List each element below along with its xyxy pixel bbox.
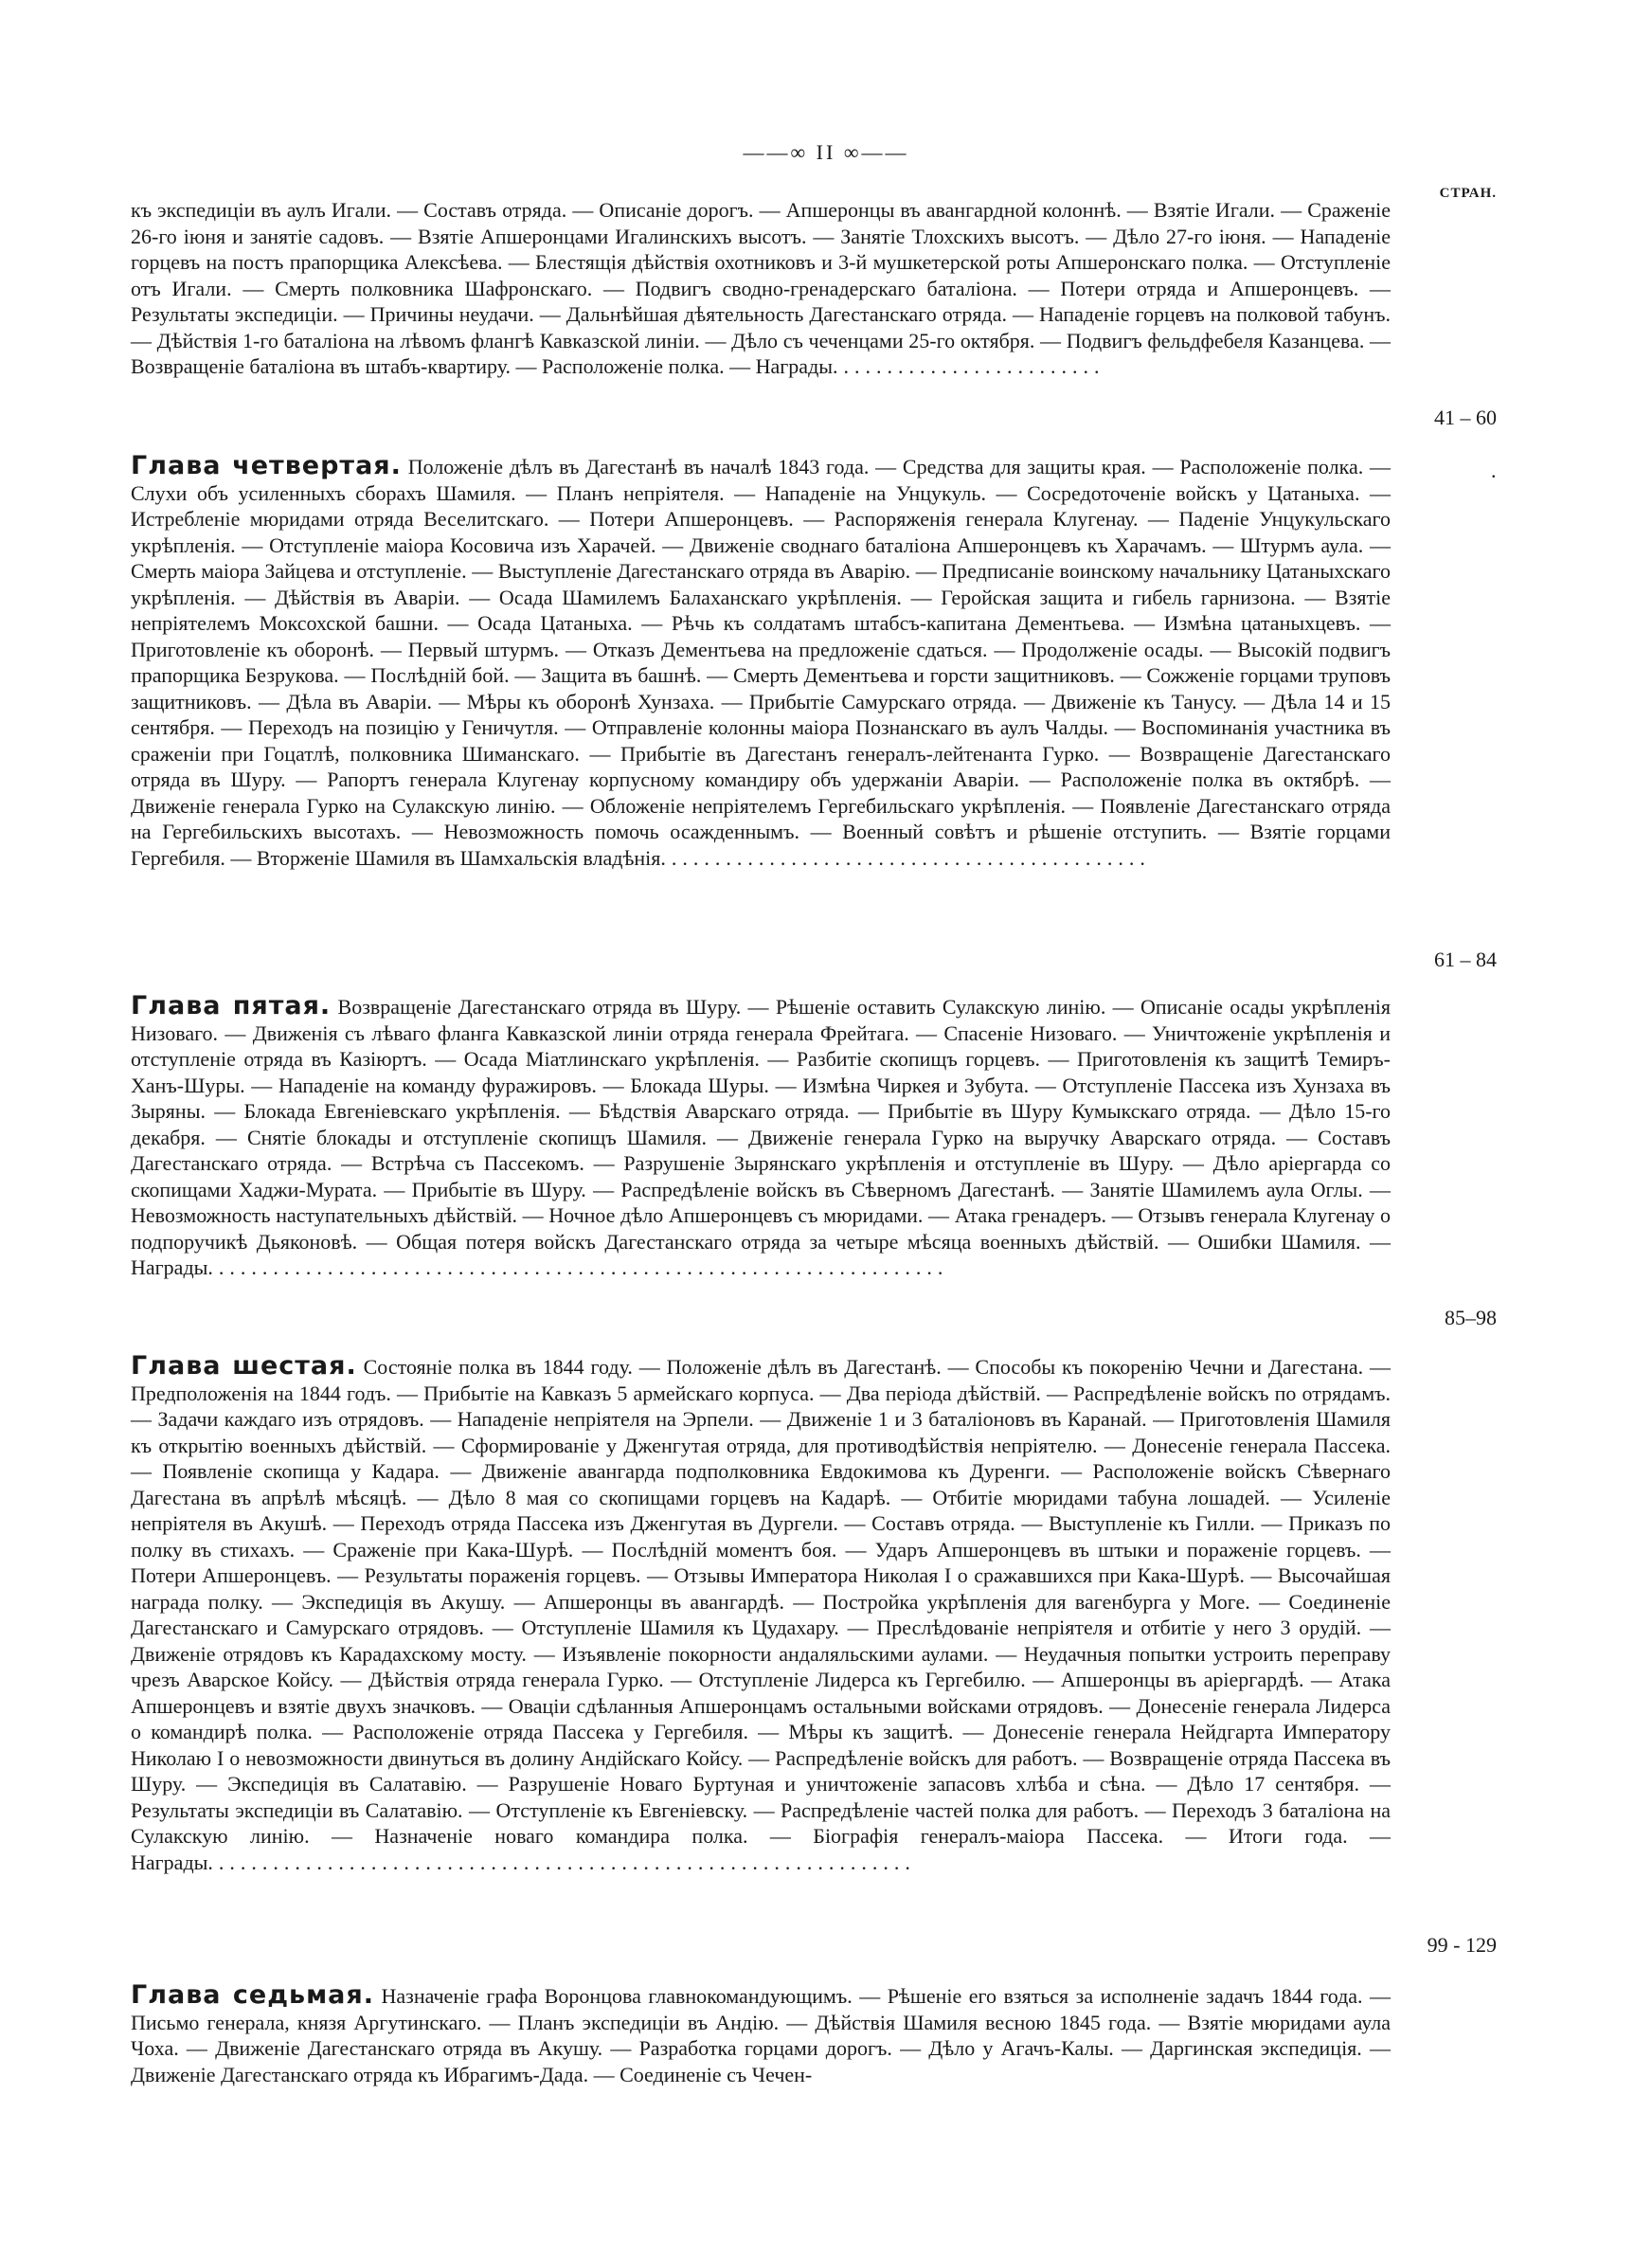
entry-pages: 85–98 bbox=[1445, 1306, 1497, 1329]
entry-text: Положеніе дѣлъ въ Дагестанѣ въ началѣ 1843 года. — Средства для защиты края. — Расположеніе полка. — Слухи объ усиленныхъ сборахъ Шамиля. — Планъ непріятеля. — Нападеніе на Унцукуль. — Сосредоточеніе войскъ у Цатаныха. — Истребленіе мюридами отряда Веселитскаго. — Потери Апшеронцевъ. — Распоряженія генерала Клугенау. — Паденіе Унцукульскаго укрѣпленія. — Отступленіе маіора Косовича изъ Харачей. — Движеніе своднаго баталіона Апшеронцевъ къ Харачамъ. — Штурмъ аула. — Смерть маіора Зайцева и отступленіе. — Выступленіе Дагестанскаго отряда въ Аварію. — Предписаніе воинскому начальнику Цатаныхскаго укрѣпленія. — Дѣйствія въ Аваріи. — Осада Шамилемъ Балаханскаго укрѣпленія. — Геройская защита и гибель гарнизона. — Взятіе непріятелемъ Моксохской башни. — Осада Цатаныха. — Рѣчь къ солдатамъ штабсъ-капитана Дементьева. — Измѣна цатаныхцевъ. — Приготовленіе къ оборонѣ. — Первый штурмъ. — Отказъ Дементьева на предложеніе сдаться. — Продолженіе осады. — Высокій подвигъ прапорщика Безрукова. — Послѣдній бой. — Защита въ башнѣ. — Смерть Дементьева и горсти защитниковъ. — Сожженіе горцами труповъ защитниковъ. — Дѣла въ Аваріи. — Мѣры къ оборонѣ Хунзаха. — Прибытіе Самурскаго отряда. — Движеніе къ Танусу. — Дѣла 14 и 15 сентября. — Переходъ на позицію у Геничутля. — Отправленіе колонны маіора Познанскаго въ аулъ Чалды. — Воспоминанія участника въ сраженіи при Гоцатлѣ, полковника Шиманскаго. — Прибытіе въ Дагестанъ генералъ-лейтенанта Гурко. — Возвращеніе Дагестанскаго отряда въ Шуру. — Рапортъ генерала Клугенау корпусному командиру объ удержаніи Аваріи. — Расположеніе полка въ октябрѣ. — Движеніе генерала Гурко на Сулакскую линію. — Обложеніе непріятелемъ Гергебильскаго укрѣпленія. — Появленіе Дагестанскаго отряда на Гергебильскихъ высотахъ. — Невозможность помочь осажденнымъ. — Военный совѣтъ и рѣшеніе отступить. — Взятіе горцами Гергебиля. — Вторженіе Шамиля въ Шамхальскія владѣнія bbox=[131, 455, 1392, 870]
entry-pages: 41 – 60 bbox=[1434, 406, 1497, 429]
leader-dots: ............................................. bbox=[660, 845, 1151, 870]
leader-dots: ................................................................. bbox=[207, 1850, 916, 1874]
chapter-heading: Глава четвертая. bbox=[131, 451, 402, 480]
leader-dots: .................................................................... bbox=[207, 1255, 949, 1279]
page-number: ——∞ II ∞—— bbox=[743, 140, 909, 164]
margin-mark: . bbox=[1491, 459, 1497, 482]
entry-text: къ экспедиціи въ аулъ Игали. — Составъ отряда. — Описаніе дорогъ. — Апшеронцы въ авангардной колоннѣ. — Взятіе Игали. — Сраженіе 26-го іюня и занятіе садовъ. — Взятіе Апшеронцами Игалинскихъ высотъ. — Занятіе Тлохскихъ высотъ. — Дѣло 27-го іюня. — Нападеніе горцевъ на постъ прапорщика Алексѣева. — Блестящія дѣйствія охотниковъ и 3-й мушкетерской роты Апшеронскаго полка. — Отступленіе отъ Игали. — Смерть полковника Шафронскаго. — Подвигъ сводно-гренадерскаго баталіона. — Потери отряда и Апшеронцевъ. — Результаты экспедиціи. — Причины неудачи. — Дальнѣйшая дѣятельность Дагестанскаго отряда. — Нападеніе горцевъ на полковой табунъ. — Дѣйствія 1-го баталіона на лѣвомъ флангѣ Кавказской линіи. — Дѣло съ чеченцами 25-го октября. — Подвигъ фельдфебеля Казанцева. — Возвращеніе баталіона въ штабъ-квартиру. — Расположеніе полка. — Награды bbox=[131, 198, 1391, 378]
page-column-label: СТРАН. bbox=[1439, 186, 1497, 201]
leader-dots: ......................... bbox=[833, 354, 1105, 378]
toc-entry-chapter-6 bbox=[131, 1353, 1391, 1875]
entry-text: Назначеніе графа Воронцова главнокомандующимъ. — Рѣшеніе его взяться за исполненіе задачъ 1844 года. — Письмо генерала, князя Аргутинскаго. — Планъ экспедиціи въ Андію. — Дѣйствія Шамиля весною 1845 года. — Взятіе мюридами аула Чоха. — Движеніе Дагестанскаго отряда въ Акушу. — Разработка горцами дорогъ. — Дѣло у Агачъ-Калы. — Даргинская экспедиція. — Движеніе Дагестанскаго отряда къ Ибрагимъ-Дада. — Соединеніе съ Чечен- bbox=[131, 1984, 1392, 2086]
toc-entry-chapter-5 bbox=[131, 993, 1391, 1281]
entry-text: Состояніе полка въ 1844 году. — Положеніе дѣлъ въ Дагестанѣ. — Способы къ покоренію Чечни и Дагестана. — Предположенія на 1844 годъ. — Прибытіе на Кавказъ 5 армейскаго корпуса. — Два періода дѣйствій. — Распредѣленіе войскъ по отрядамъ. — Задачи каждаго изъ отрядовъ. — Нападеніе непріятеля на Эрпели. — Движеніе 1 и 3 баталіоновъ въ Каранай. — Приготовленія Шамиля къ открытію военныхъ дѣйствій. — Сформированіе у Дженгутая отряда, для противодѣйствія непріятелю. — Донесеніе генерала Пассека. — Появленіе скопища у Кадара. — Движеніе авангарда подполковника Евдокимова къ Дуренги. — Расположеніе войскъ Сѣвернаго Дагестана въ апрѣлѣ мѣсяцѣ. — Дѣло 8 мая со скопищами горцевъ на Кадарѣ. — Отбитіе мюридами табуна лошадей. — Усиленіе непріятеля въ Акушѣ. — Переходъ отряда Пассека изъ Дженгутая въ Дургели. — Составъ отряда. — Выступленіе къ Гилли. — Приказъ по полку въ стихахъ. — Сраженіе при Кака-Шурѣ. — Послѣдній моментъ боя. — Ударъ Апшеронцевъ въ штыки и пораженіе горцевъ. — Потери Апшеронцевъ. — Результаты пораженія горцевъ. — Отзывы Императора Николая I о сражавшихся при Кака-Шурѣ. — Высочайшая награда полку. — Экспедиція въ Акушу. — Апшеронцы въ авангардѣ. — Постройка укрѣпленія для вагенбурга у Моге. — Соединеніе Дагестанскаго и Самурскаго отрядовъ. — Отступленіе Шамиля къ Цудахару. — Преслѣдованіе непріятеля и отбитіе у него 3 орудій. — Движеніе отрядовъ къ Карадахскому мосту. — Изъявленіе покорности андаляльскими аулами. — Неудачныя попытки устроить переправу чрезъ Аварское Койсу. — Дѣйствія отряда генерала Гурко. — Отступленіе Лидерса къ Гергебилю. — Апшеронцы въ аріергардѣ. — Атака Апшеронцевъ и взятіе двухъ значковъ. — Оваціи сдѣланныя Апшеронцамъ остальными войсками отрядовъ. — Донесеніе генерала Лидерса о командирѣ полка. — Расположеніе отряда Пассека у Гергебиля. — Мѣры къ защитѣ. — Донесеніе генерала Нейдгарта Императору Николаю I о невозможности двинуться въ долину Андійскаго Койсу. — Распредѣленіе войскъ для работъ. — Возвращеніе отряда Пассека въ Шуру. — Экспедиція въ Салатавію. — Разрушеніе Новаго Буртуная и уничтоженіе запасовъ хлѣба и сѣна. — Дѣло 17 сентября. — Результаты экспедиціи въ Салатавію. — Отступленіе къ Евгеніевску. — Распредѣленіе частей полка для работъ. — Переходъ 3 баталіона на Сулакскую линію. — Назначеніе новаго командира полка. — Біографія генералъ-маіора Пассека. — Итоги года. — Награды bbox=[131, 1355, 1392, 1874]
entry-pages: 99 - 129 bbox=[1427, 1933, 1497, 1957]
chapter-heading: Глава пятая. bbox=[131, 991, 332, 1020]
chapter-heading: Глава шестая. bbox=[131, 1351, 357, 1381]
toc-entry-chapter-4 bbox=[131, 453, 1391, 871]
toc-entry-continuation bbox=[131, 197, 1391, 380]
chapter-heading: Глава седьмая. bbox=[131, 1980, 374, 2010]
entry-pages: 61 – 84 bbox=[1434, 948, 1497, 971]
entry-text: Возвращеніе Дагестанскаго отряда въ Шуру. — Рѣшеніе оставить Сулакскую линію. — Описаніе осады укрѣпленія Низоваго. — Движенія съ лѣваго фланга Кавказской линіи отряда генерала Фрейтага. — Спасеніе Низоваго. — Уничтоженіе укрѣпленія и отступленіе отряда въ Казіюртъ. — Осада Міатлинскаго укрѣпленія. — Разбитіе скопищъ горцевъ. — Приготовленія къ защитѣ Темиръ-Ханъ-Шуры. — Нападеніе на команду фуражировъ. — Блокада Шуры. — Измѣна Чиркея и Зубута. — Отступленіе Пассека изъ Хунзаха въ Зыряны. — Блокада Евгеніевскаго укрѣпленія. — Бѣдствія Аварскаго отряда. — Прибытіе въ Шуру Кумыкскаго отряда. — Дѣло 15-го декабря. — Снятіе блокады и отступленіе скопищъ Шамиля. — Движеніе генерала Гурко на выручку Аварскаго отряда. — Составъ Дагестанскаго отряда. — Встрѣча съ Пассекомъ. — Разрушеніе Зырянскаго укрѣпленія и отступленіе въ Шуру. — Дѣло аріергарда со скопищами Хаджи-Мурата. — Прибытіе въ Шуру. — Распредѣленіе войскъ въ Сѣверномъ Дагестанѣ. — Занятіе Шамилемъ аула Оглы. — Невозможность наступательныхъ дѣйствій. — Ночное дѣло Апшеронцевъ съ мюридами. — Атака гренадеръ. — Отзывъ генерала Клугенау о подпоручикѣ Дьяконовѣ. — Общая потеря войскъ Дагестанскаго отряда за четыре мѣсяца военныхъ дѣйствій. — Ошибки Шамиля. — Награды bbox=[131, 995, 1392, 1279]
toc-entry-chapter-7 bbox=[131, 1982, 1391, 2087]
